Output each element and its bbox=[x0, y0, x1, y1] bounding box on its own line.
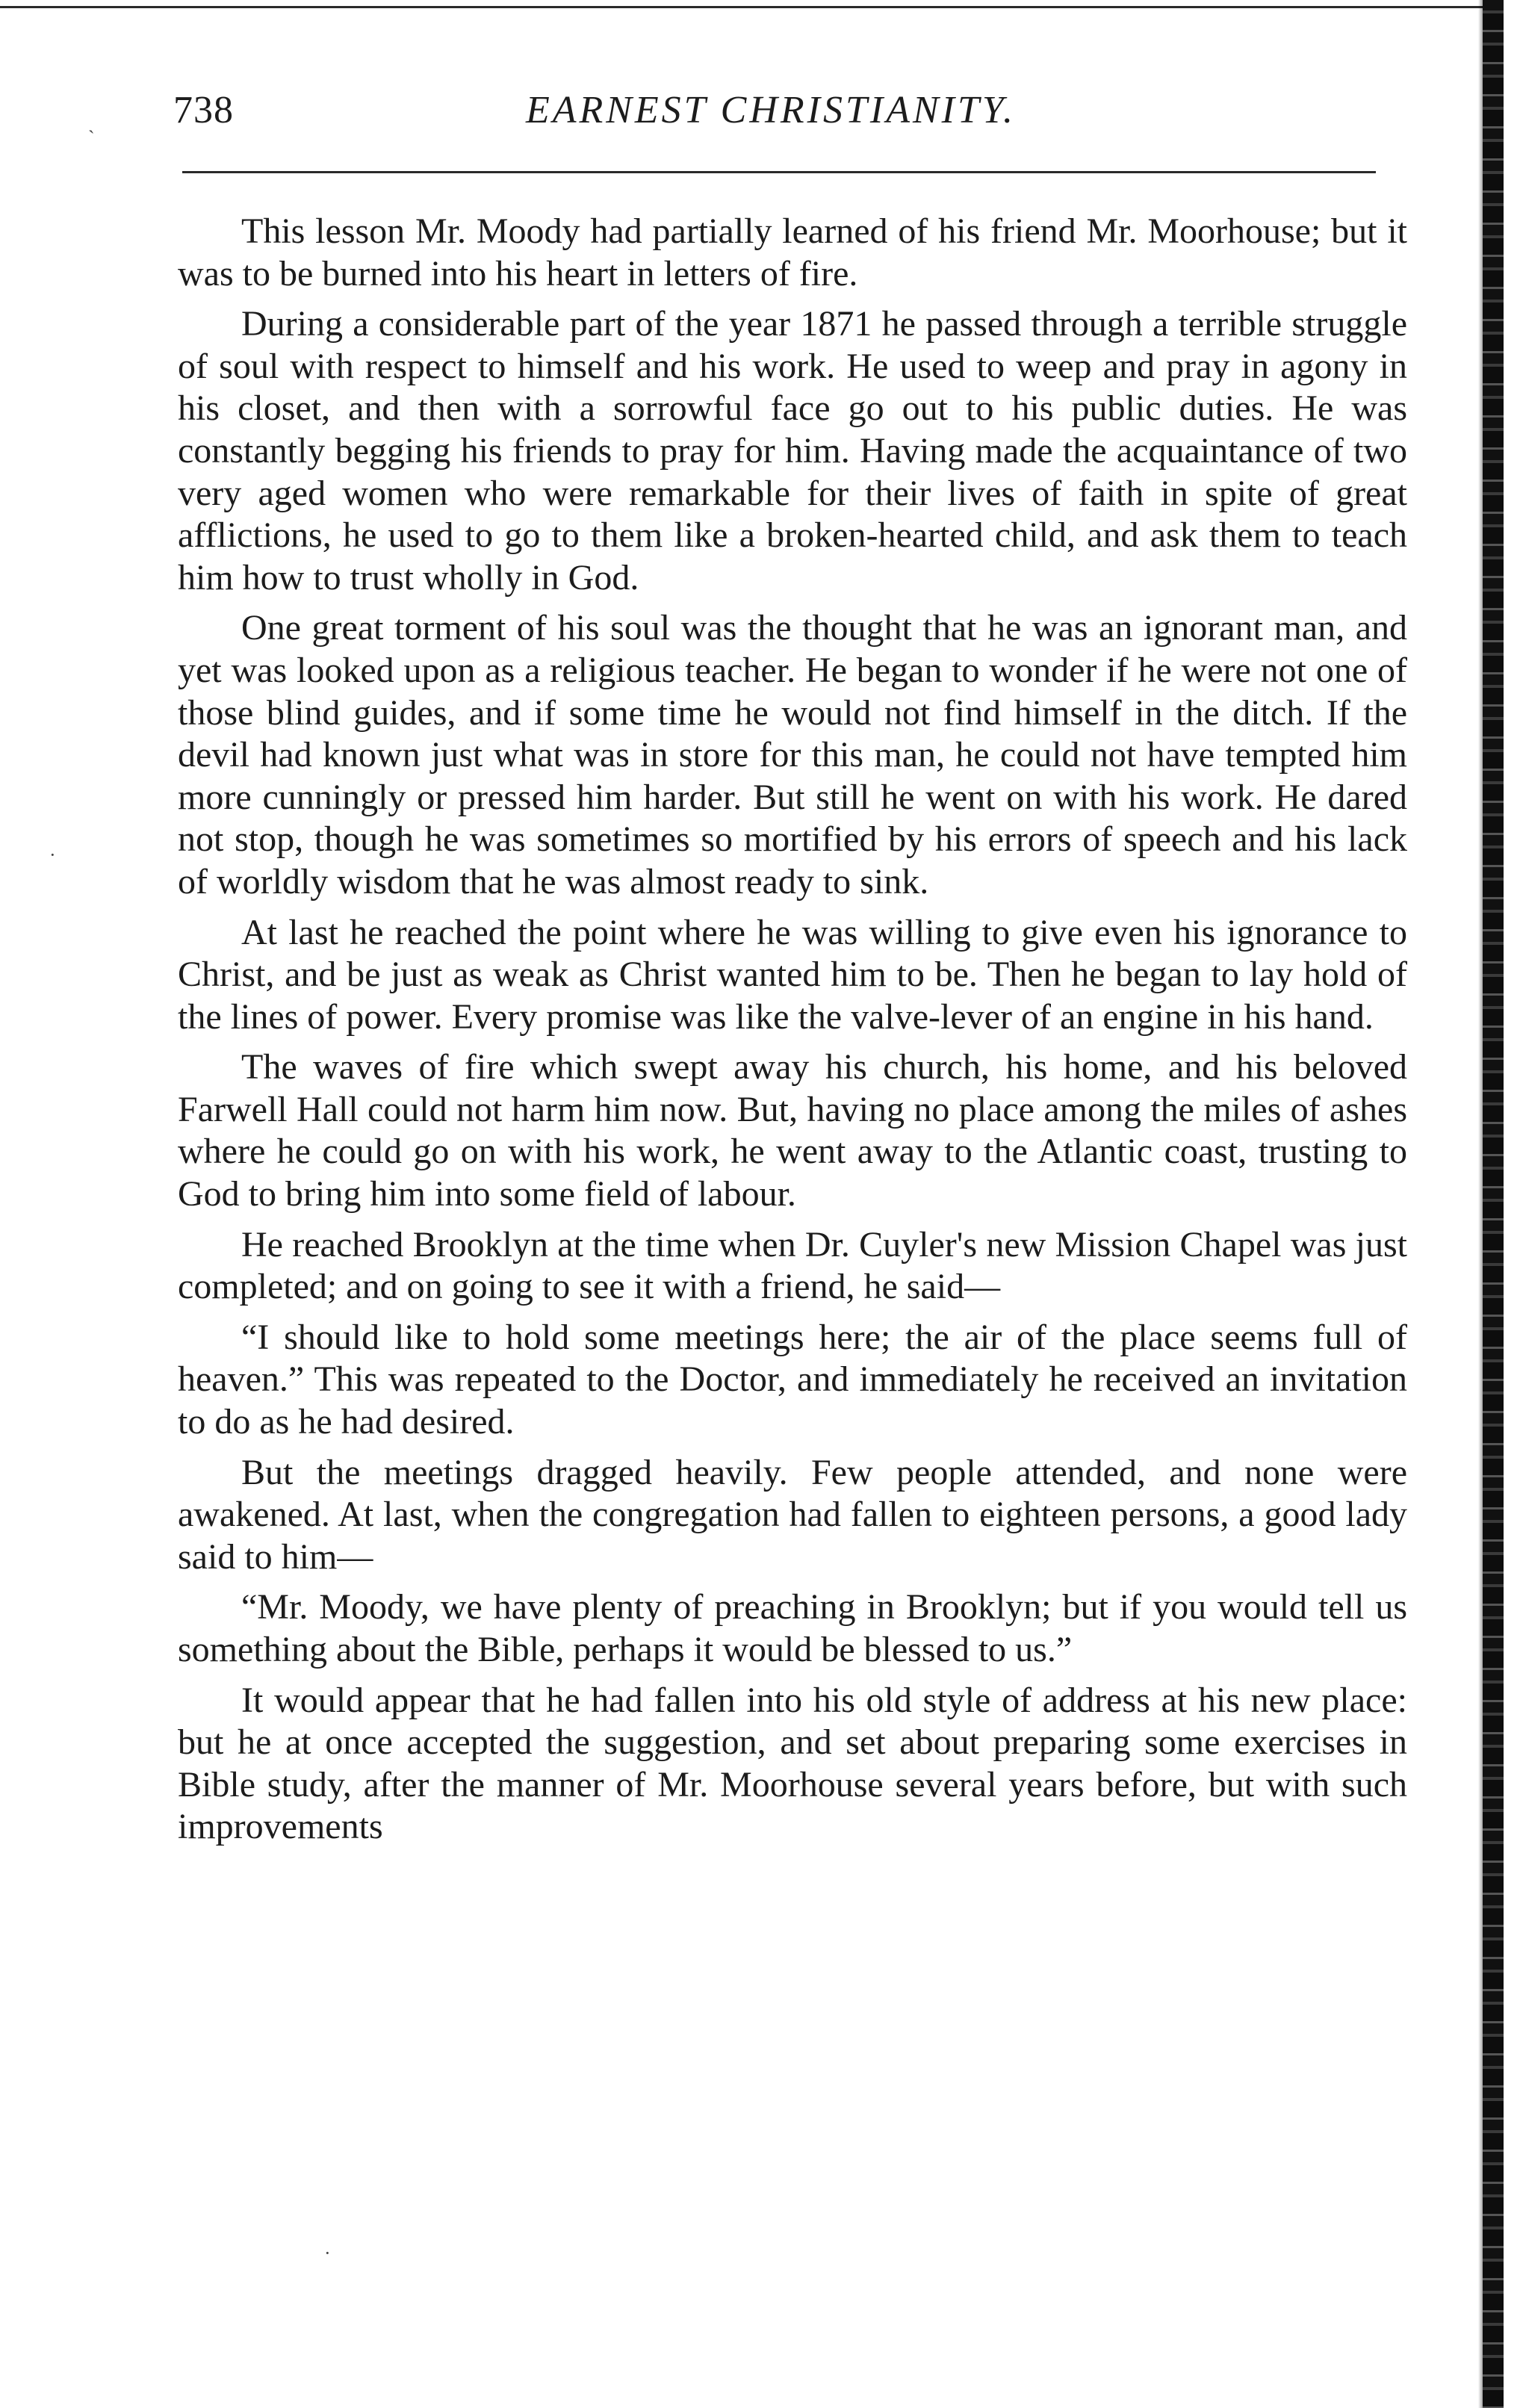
page-number: 738 bbox=[173, 89, 234, 131]
top-edge-rule bbox=[0, 6, 1494, 8]
book-binding-edge bbox=[1483, 0, 1504, 2408]
body-text bbox=[178, 211, 1407, 1857]
paragraph: At last he reached the point where he was willing to give even his ignorance to Christ, and be just as weak as Christ wanted him to be. Then he began to lay hold of the lines of power. Every promise was like the valve-lever of an engine in his hand. bbox=[178, 912, 1407, 1037]
margin-mark: · bbox=[324, 2242, 331, 2264]
paragraph: The waves of fire which swept away his church, his home, and his beloved Farwell Hall could not harm him now. But, having no place among the miles of ashes where he could go on with his work, he went away to the Atlantic coast, trusting to God to bring him into some field of labour. bbox=[178, 1047, 1407, 1214]
paragraph: One great torment of his soul was the thought that he was an ignorant man, and yet was looked upon as a religious teacher. He began to wonder if he were not one of those blind guides, and if some time he would not find himself in the ditch. If the devil had known just what was in store for this man, he could not have tempted him more cunningly or pressed him harder. But still he went on with his work. He dared not stop, though he was sometimes so mortified by his errors of speech and his lack of worldly wisdom that he was almost ready to sink. bbox=[178, 608, 1407, 902]
paragraph: “Mr. Moody, we have plenty of preaching in Brooklyn; but if you would tell us something about the Bible, perhaps it would be blessed to us.” bbox=[178, 1587, 1407, 1669]
paragraph: He reached Brooklyn at the time when Dr. Cuyler's new Mission Chapel was just completed; and on going to see it with a friend, he said— bbox=[178, 1224, 1407, 1307]
paragraph: During a considerable part of the year 1871 he passed through a terrible struggle of soul with respect to himself and his work. He used to weep and pray in agony in his closet, and then with a sorrowful face go out to his public duties. He was constantly begging his friends to pray for him. Having made the acquaintance of two very aged women who were remarkable for their lives of faith in spite of great afflictions, he used to go to them like a broken-hearted child, and ask them to teach him how to trust wholly in God. bbox=[178, 304, 1407, 598]
paragraph: It would appear that he had fallen into his old style of address at his new place: but he at once accepted the suggestion, and set about preparing some exercises in Bible study, after the manner of Mr. Moorhouse several years before, but with such improvements bbox=[178, 1680, 1407, 1847]
margin-mark: · bbox=[49, 844, 56, 866]
page-header bbox=[173, 88, 1368, 155]
margin-mark: ˎ bbox=[88, 112, 95, 134]
paragraph: This lesson Mr. Moody had partially learned of his friend Mr. Moorhouse; but it was to be burned into his heart in letters of fire. bbox=[178, 211, 1407, 294]
header-rule bbox=[182, 171, 1376, 173]
running-head: EARNEST CHRISTIANITY. bbox=[525, 89, 1017, 131]
paragraph: But the meetings dragged heavily. Few people attended, and none were awakened. At last, when the congregation had fallen to eighteen persons, a good lady said to him— bbox=[178, 1452, 1407, 1577]
paragraph: “I should like to hold some meetings here; the air of the place seems full of heaven.” This was repeated to the Doctor, and immediately he received an invitation to do as he had desired. bbox=[178, 1317, 1407, 1442]
